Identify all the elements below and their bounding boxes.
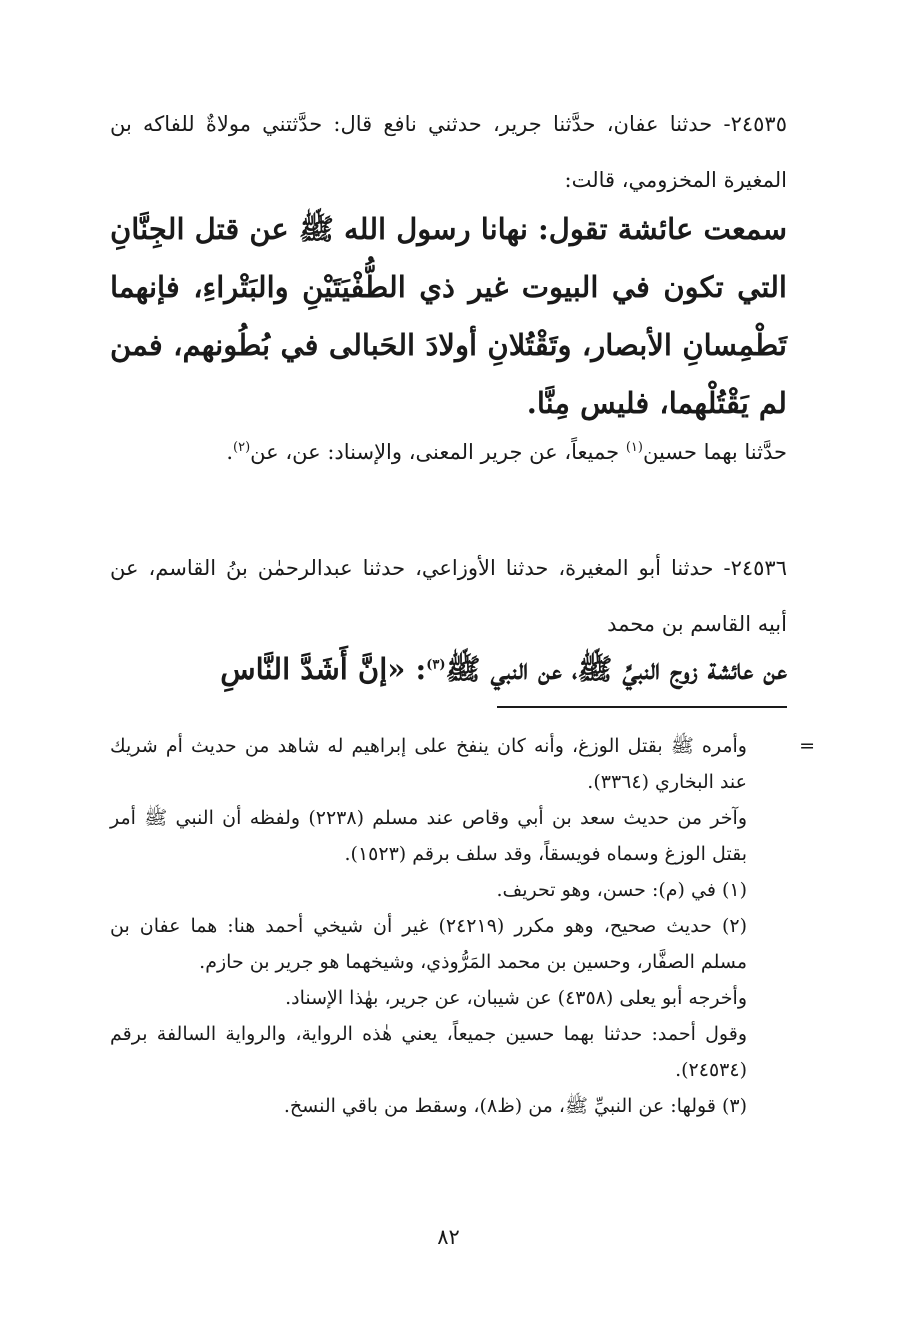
matn-text-b: : «إنَّ أَشَدَّ النَّاسِ [220,652,427,686]
footnote-separator [497,706,787,708]
isnad-text: - حدثنا عفان، حدَّثنا جرير، حدثني نافع قال: حدَّثتني مولاةٌ للفاكه بن المغيرة المخزومي، قالت: [110,112,787,192]
footnote-ref-1[interactable]: (١) [625,440,643,455]
hadith-24535-alt-chain [110,424,787,480]
footnote-2-extra-a: وأخرجه أبو يعلى (٤٣٥٨) عن شيبان، عن جرير، بهٰذا الإسناد. [285,987,747,1009]
isnad-text: - حدثنا أبو المغيرة، حدثنا الأوزاعي، حدثنا عبدالرحمٰن بنُ القاسم، عن أبيه القاسم بن محمد [110,556,787,636]
hadith-24535-isnad [110,96,787,208]
footnote-1: (١) في (م): حسن، وهو تحريف. [496,879,747,901]
footnote-3: (٣) قولها: عن النبيِّ ﷺ، من (ظ٨)، وسقط من باقي النسخ. [283,1095,747,1117]
matn-text-a: عن عائشة زوج النبيِّ ﷺ، عن النبي ﷺ [445,652,787,686]
footnote-continuation-1: وأمره ﷺ بقتل الوزغ، وأنه كان ينفخ على إبراهيم له شاهد من حديث أم شريك عند البخاري (٣٣٦٤). [110,735,747,793]
hadith-24536-isnad [110,540,787,652]
page-number: ٨٢ [437,1225,460,1249]
footnote-2-extra-b: وقول أحمد: حدثنا بهما حسين جميعاً، يعني هٰذه الرواية، والرواية السالفة برقم (٢٤٥٣٤). [110,1023,747,1081]
footnote-ref-3[interactable]: (٣) [426,657,446,673]
continuation-mark: = [799,735,815,757]
alt-chain-text-a: حدَّثنا بهما حسين [642,440,787,464]
footnote-2: (٢) حديث صحيح، وهو مكرر (٢٤٢١٩) غير أن شيخي أحمد هنا: هما عفان بن مسلم الصفَّار، وحسين بن محمد المَرُّوذي، وشيخهما هو جرير بن حازم. [110,915,747,973]
alt-chain-text-b: جميعاً، عن جرير المعنى، والإسناد: عن، عن [250,440,626,464]
alt-chain-end: . [226,440,234,464]
footnotes-section [110,728,815,1124]
footnote-continuation-2: وآخر من حديث سعد بن أبي وقاص عند مسلم (٢٢٣٨) ولفظه أن النبي ﷺ أمر بقتل الوزغ وسماه فويسقاً، وقد سلف برقم (١٥٢٣). [110,807,748,865]
hadith-number: ٢٤٥٣٦ [730,556,787,580]
document-page [110,0,815,1333]
hadith-number: ٢٤٥٣٥ [730,112,787,136]
hadith-24535-matn: سمعت عائشة تقول: نهانا رسول الله ﷺ عن قتل الجِنَّانِ التي تكون في البيوت غير ذي الطُّفْيَتَيْنِ والبَتْراءِ، فإنهما تَطْمِسانِ الأبصار، وتَقْتُلانِ أولادَ الحَبالى في بُطُونهم، فمن لم يَقْتُلْهما، فليس مِنَّا. [110,212,787,420]
hadith-24536-matn [110,640,787,698]
footnote-ref-2[interactable]: (٢) [233,440,251,455]
